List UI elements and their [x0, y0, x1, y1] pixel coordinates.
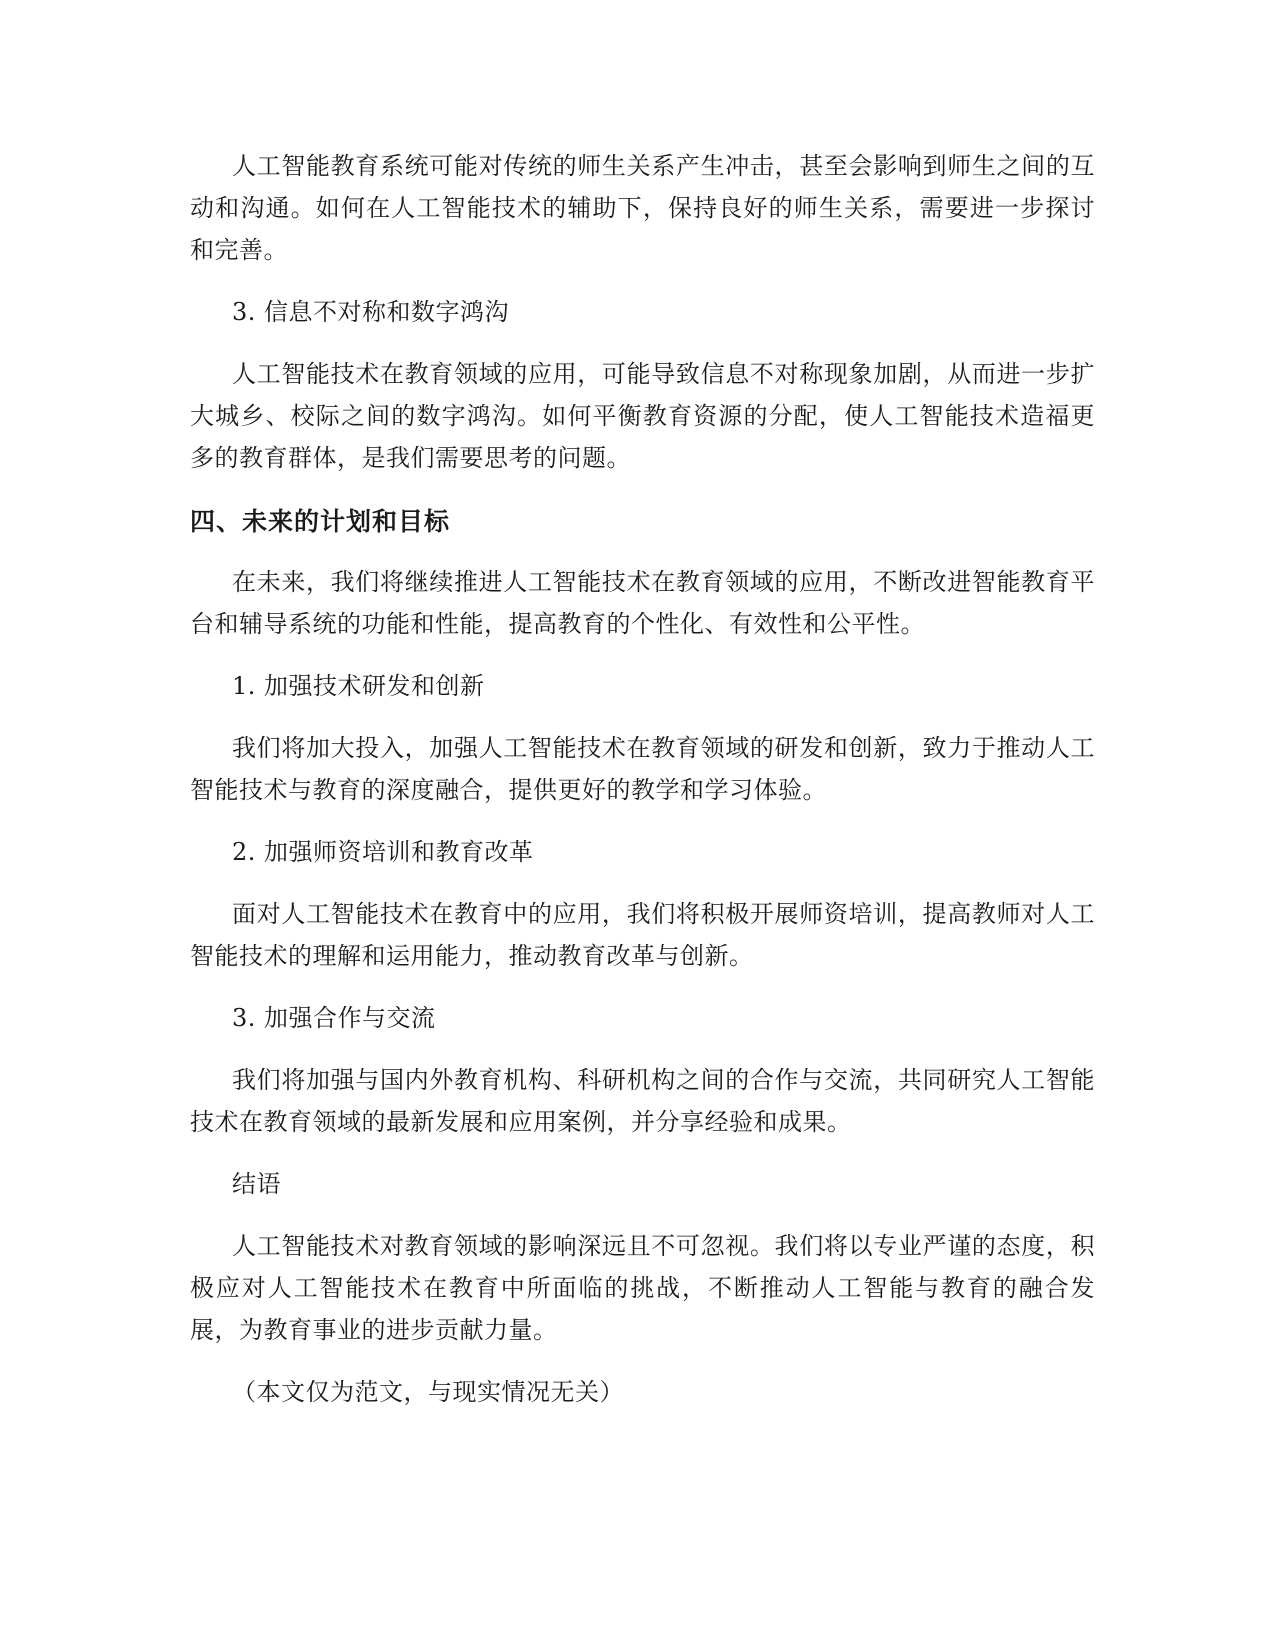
subheading-conclusion: 结语: [232, 1170, 281, 1198]
paragraph-teacher-training: 面对人工智能技术在教育中的应用，我们将积极开展师资培训，提高教师对人工智能技术的理解和运用能力，推动教育改革与创新。: [190, 900, 1095, 970]
section-heading-future-plans: 四、未来的计划和目标: [190, 507, 451, 536]
paragraph-conclusion: 人工智能技术对教育领域的影响深远且不可忽视。我们将以专业严谨的态度，积极应对人工智能技术在教育中所面临的挑战，不断推动人工智能与教育的融合发展，为教育事业的进步贡献力量。: [190, 1232, 1095, 1344]
subheading-information-asymmetry: 3. 信息不对称和数字鸿沟: [232, 298, 510, 326]
subheading-teacher-training: 2. 加强师资培训和教育改革: [232, 838, 534, 866]
paragraph-information-asymmetry: 人工智能技术在教育领域的应用，可能导致信息不对称现象加剧，从而进一步扩大城乡、校际之间的数字鸿沟。如何平衡教育资源的分配，使人工智能技术造福更多的教育群体，是我们需要思考的问题。: [190, 360, 1095, 472]
paragraph-future-plans: 在未来，我们将继续推进人工智能技术在教育领域的应用，不断改进智能教育平台和辅导系统的功能和性能，提高教育的个性化、有效性和公平性。: [190, 568, 1095, 638]
document-page: [190, 145, 1095, 1433]
subheading-cooperation: 3. 加强合作与交流: [232, 1004, 436, 1032]
subheading-rd-innovation: 1. 加强技术研发和创新: [232, 672, 485, 700]
paragraph-teacher-student-relationship: 人工智能教育系统可能对传统的师生关系产生冲击，甚至会影响到师生之间的互动和沟通。如何在人工智能技术的辅助下，保持良好的师生关系，需要进一步探讨和完善。: [190, 152, 1095, 264]
paragraph-rd-innovation: 我们将加大投入，加强人工智能技术在教育领域的研发和创新，致力于推动人工智能技术与教育的深度融合，提供更好的教学和学习体验。: [190, 734, 1095, 804]
paragraph-cooperation: 我们将加强与国内外教育机构、科研机构之间的合作与交流，共同研究人工智能技术在教育领域的最新发展和应用案例，并分享经验和成果。: [190, 1066, 1095, 1136]
disclaimer-note: （本文仅为范文，与现实情况无关）: [232, 1378, 624, 1406]
